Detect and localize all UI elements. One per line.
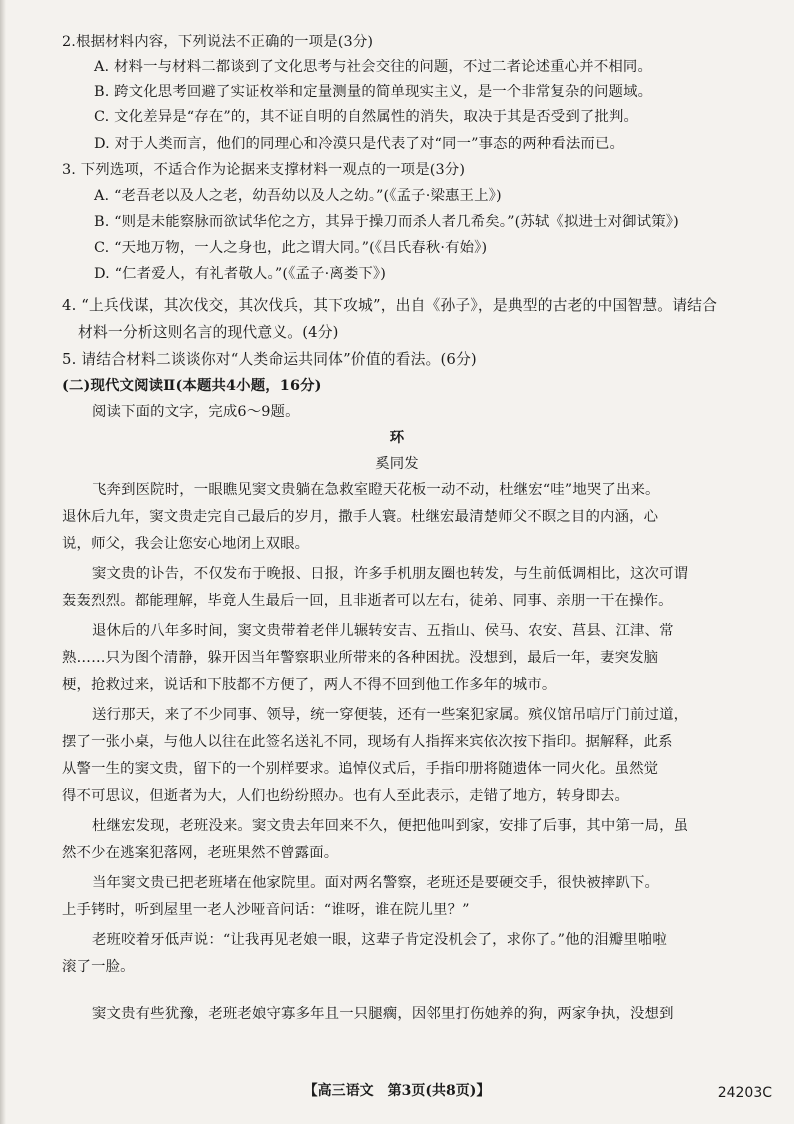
story-line: 轰轰烈烈。都能理解，毕竟人生最后一回，且非逝者可以左右，徒弟、同事、亲朋一干在操作。 (62, 593, 673, 609)
story-line: 说，师父，我会让您安心地闭上双眼。 (62, 536, 310, 552)
q2-option-a: A. 材料一与材料二都谈到了文化思考与社会交往的问题，不过二者论述重心并不相同。 (94, 59, 652, 75)
story-line: 当年窦文贵已把老班堵在他家院里。面对两名警察，老班还是要硬交手，很快被摔趴下。 (92, 875, 660, 891)
story-line: 得不可思议，但逝者为大，人们也纷纷照办。也有人至此表示，走错了地方，转身即去。 (62, 788, 630, 804)
q3-option-b: B. “则是未能察脉而欲试华佗之方，其异于操刀而杀人者几希矣。”(苏轼《拟进士对御试策》) (94, 214, 679, 230)
story-line: 熟……只为图个清静，躲开因当年警察职业所带来的各种困扰。没想到，最后一年，妻突发脑 (62, 650, 659, 666)
story-author: 奚同发 (375, 456, 419, 472)
q2-option-c: C. 文化差异是“存在”的，其不证自明的自然属性的消失，取决于其是否受到了批判。 (94, 109, 639, 125)
q3-stem: 3. 下列选项，不适合作为论据来支撑材料一观点的一项是(3分) (62, 162, 466, 178)
q5-stem: 5. 请结合材料二谈谈你对“人类命运共同体”价值的看法。(6分) (62, 351, 477, 368)
story-line: 退休后九年，窦文贵走完自己最后的岁月，撒手人寰。杜继宏最清楚师父不瞑之目的内涵，心 (62, 509, 659, 525)
story-line: 杜继宏发现，老班没来。窦文贵去年回来不久，便把他叫到家，安排了后事，其中第一局，虽 (92, 818, 689, 834)
q3-option-d: D. “仁者爱人，有礼者敬人。”(《孟子·离娄下》) (94, 266, 387, 282)
q2-stem: 2.根据材料内容，下列说法不正确的一项是(3分) (62, 34, 374, 50)
story-line: 窦文贵的讣告，不仅发布于晚报、日报，许多手机朋友圈也转发，与生前低调相比，这次可谓 (92, 566, 689, 582)
story-line: 老班咬着牙低声说：“让我再见老娘一眼，这辈子肯定没机会了，求你了。”他的泪瓣里啪啦 (92, 932, 667, 948)
q4-line-2: 材料一分析这则名言的现代意义。(4分) (78, 324, 339, 341)
story-line: 然不少在逃案犯落网，老班果然不曾露面。 (62, 845, 339, 861)
q2-option-b: B. 跨文化思考回避了实证枚举和定量测量的简单现实主义，是一个非常复杂的问题域。 (94, 84, 653, 100)
page-footer: 【高三语文 第3页(共8页)】 (303, 1083, 491, 1099)
q3-option-a: A. “老吾老以及人之老，幼吾幼以及人之幼。”(《孟子·梁惠王上》) (94, 188, 502, 204)
story-line: 窦文贵有些犹豫，老班老娘守寡多年且一只腿瘸，因邻里打伤她养的狗，两家争执，没想到 (92, 1006, 674, 1022)
story-line: 滚了一脸。 (62, 959, 135, 975)
exam-code: 24203C (717, 1085, 772, 1101)
story-line: 送行那天，来了不少同事、领导，统一穿便装，还有一些案犯家属。殡仪馆吊唁厅门前过道， (92, 707, 689, 723)
q2-option-d: D. 对于人类而言，他们的同理心和冷漠只是代表了对“同一”事态的两种看法而已。 (94, 136, 625, 152)
section-instruction: 阅读下面的文字，完成6～9题。 (92, 404, 300, 420)
story-line: 飞奔到医院时，一眼瞧见窦文贵躺在急救室瞪天花板一动不动，杜继宏“哇”地哭了出来。 (92, 482, 660, 498)
section-heading: (二)现代文阅读Ⅱ(本题共4小题，16分) (62, 377, 322, 394)
q3-option-c: C. “天地万物，一人之身也，此之谓大同。”(《吕氏春秋·有始》) (94, 240, 488, 256)
story-line: 退休后的八年多时间，窦文贵带着老伴儿辗转安吉、五指山、侯马、农安、莒县、江津、常 (92, 623, 674, 639)
scan-edge-shadow (0, 0, 6, 1124)
story-title: 环 (389, 429, 405, 446)
q4-line-1: 4. “上兵伐谋，其次伐交，其次伐兵，其下攻城”，出自《孙子》，是典型的古老的中国智慧。请结合 (62, 297, 718, 314)
story-line: 摆了一张小桌，与他人以往在此签名送礼不同，现场有人指挥来宾依次按下指印。据解释，此系 (62, 734, 673, 750)
story-line: 上手铐时，听到屋里一老人沙哑音问话：“谁呀，谁在院儿里？” (62, 902, 470, 918)
story-line: 梗，抢救过来，说话和下肢都不方便了，两人不得不回到他工作多年的城市。 (62, 677, 557, 693)
story-line: 从警一生的窦文贵，留下的一个别样要求。追悼仪式后，手指印册将随遗体一同火化。虽然觉 (62, 761, 659, 777)
